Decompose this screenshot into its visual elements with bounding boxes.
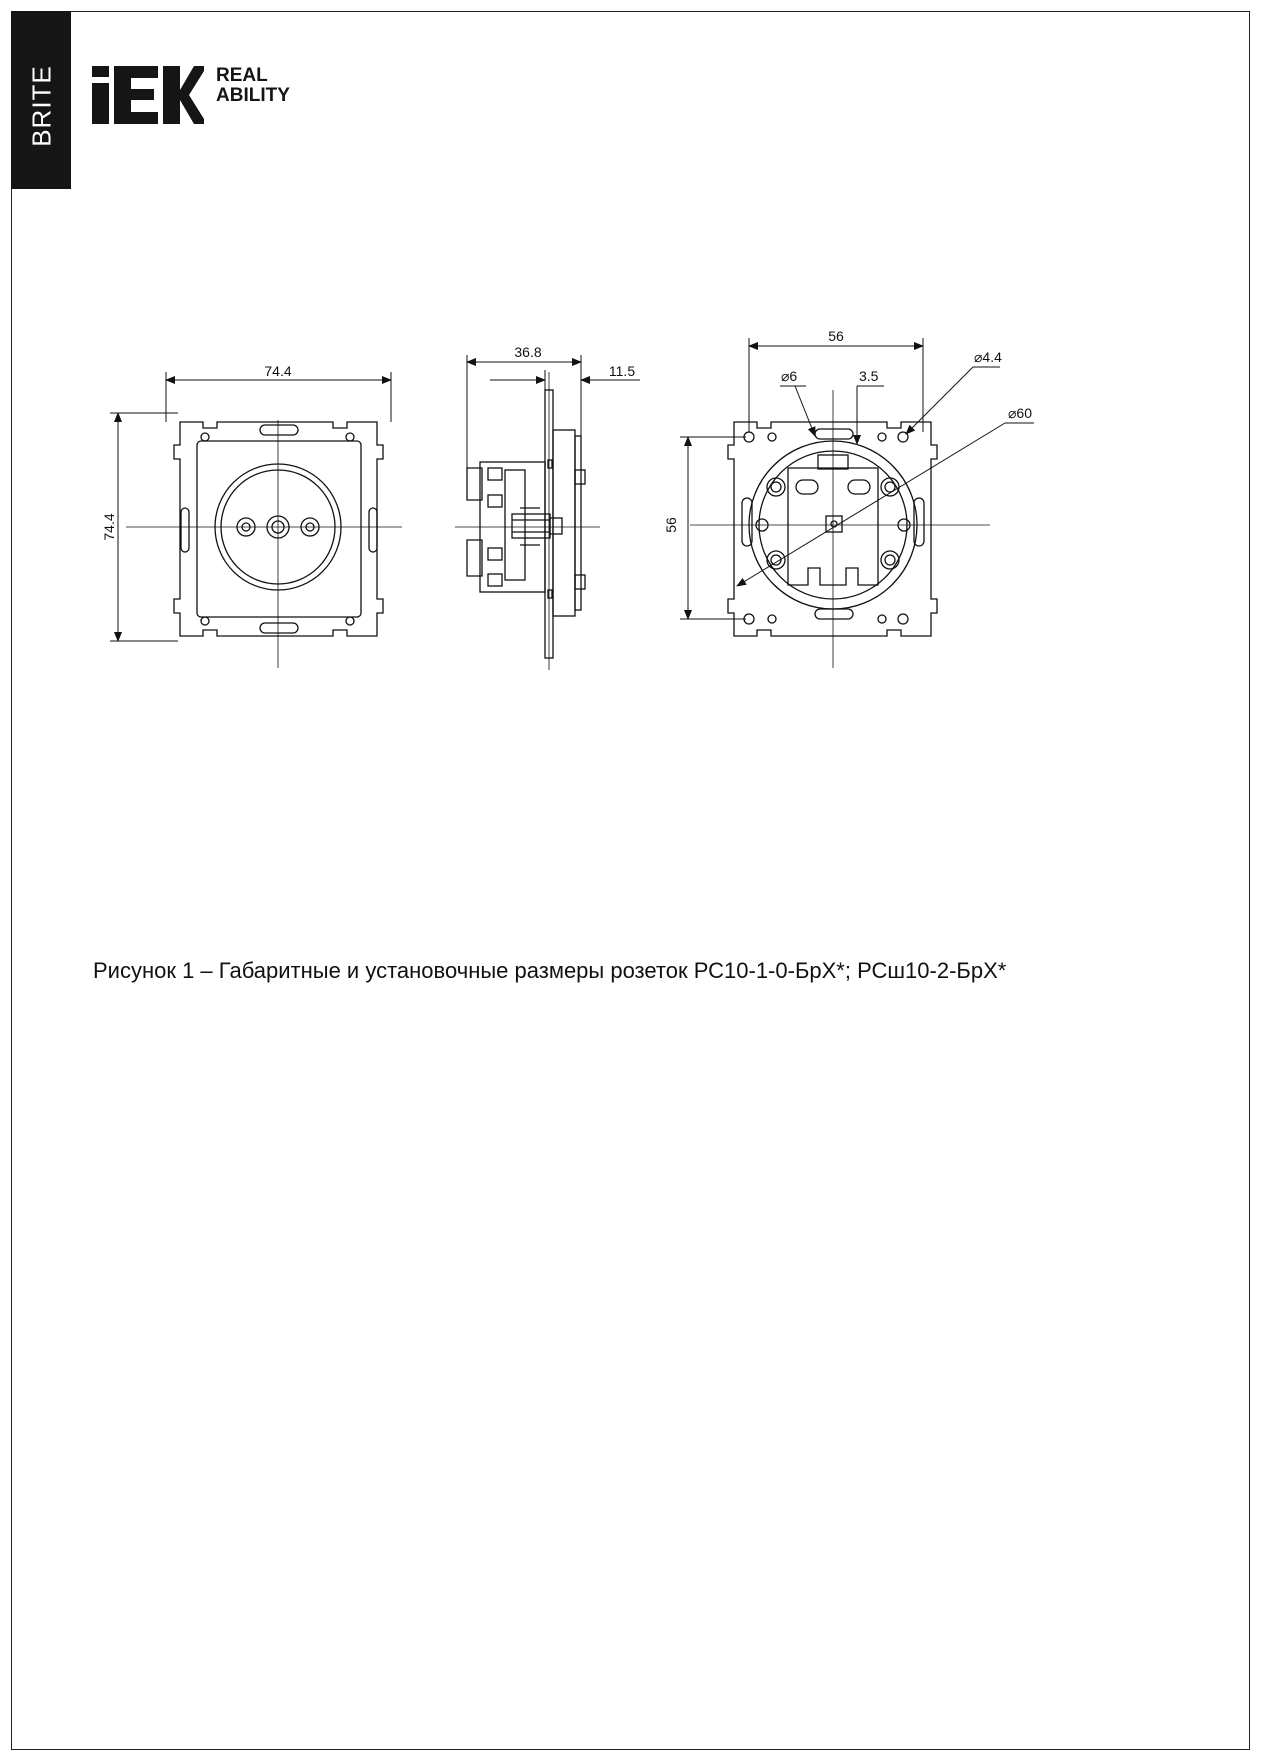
front-hole xyxy=(346,617,354,625)
technical-drawing xyxy=(0,0,1263,760)
rear-pin-offset: 3.5 xyxy=(859,368,879,384)
rear-contact xyxy=(848,480,870,494)
rear-box-diameter: ⌀60 xyxy=(1008,405,1033,421)
rear-terminal xyxy=(881,551,899,569)
front-slot-bottom xyxy=(260,623,298,633)
front-view xyxy=(174,422,383,636)
front-slot-right xyxy=(369,508,377,552)
side-view xyxy=(467,390,585,658)
rear-mount-spacing-h: 56 xyxy=(828,328,844,344)
side-depth-dim: 36.8 xyxy=(514,344,542,360)
rear-view xyxy=(728,422,937,636)
series-label: BRITE xyxy=(26,65,57,147)
front-hole xyxy=(201,433,209,441)
rear-slot-bottom xyxy=(815,609,853,619)
front-slot-left xyxy=(181,508,189,552)
figure-caption: Рисунок 1 – Габаритные и установочные размеры розеток РС10-1-0-БрХ*; РСш10-2-БрХ* xyxy=(93,958,1007,983)
tagline-line-2: ABILITY xyxy=(216,85,290,106)
front-slot-top xyxy=(260,425,298,435)
rear-contact xyxy=(796,480,818,494)
front-hole xyxy=(201,617,209,625)
front-height-dim: 74.4 xyxy=(101,513,117,541)
front-width-dim: 74.4 xyxy=(264,363,292,379)
side-plate-dim: 11.5 xyxy=(608,363,636,379)
tagline-line-1: REAL xyxy=(216,65,268,86)
rear-slot-top xyxy=(815,429,853,439)
front-hole xyxy=(346,433,354,441)
front-frame xyxy=(174,422,383,636)
rear-hole-diameter: ⌀4.4 xyxy=(974,349,1002,365)
rear-mount-spacing-v: 56 xyxy=(663,517,679,533)
rear-corner-hole xyxy=(898,614,908,624)
rear-pin-diameter: ⌀6 xyxy=(781,368,798,384)
